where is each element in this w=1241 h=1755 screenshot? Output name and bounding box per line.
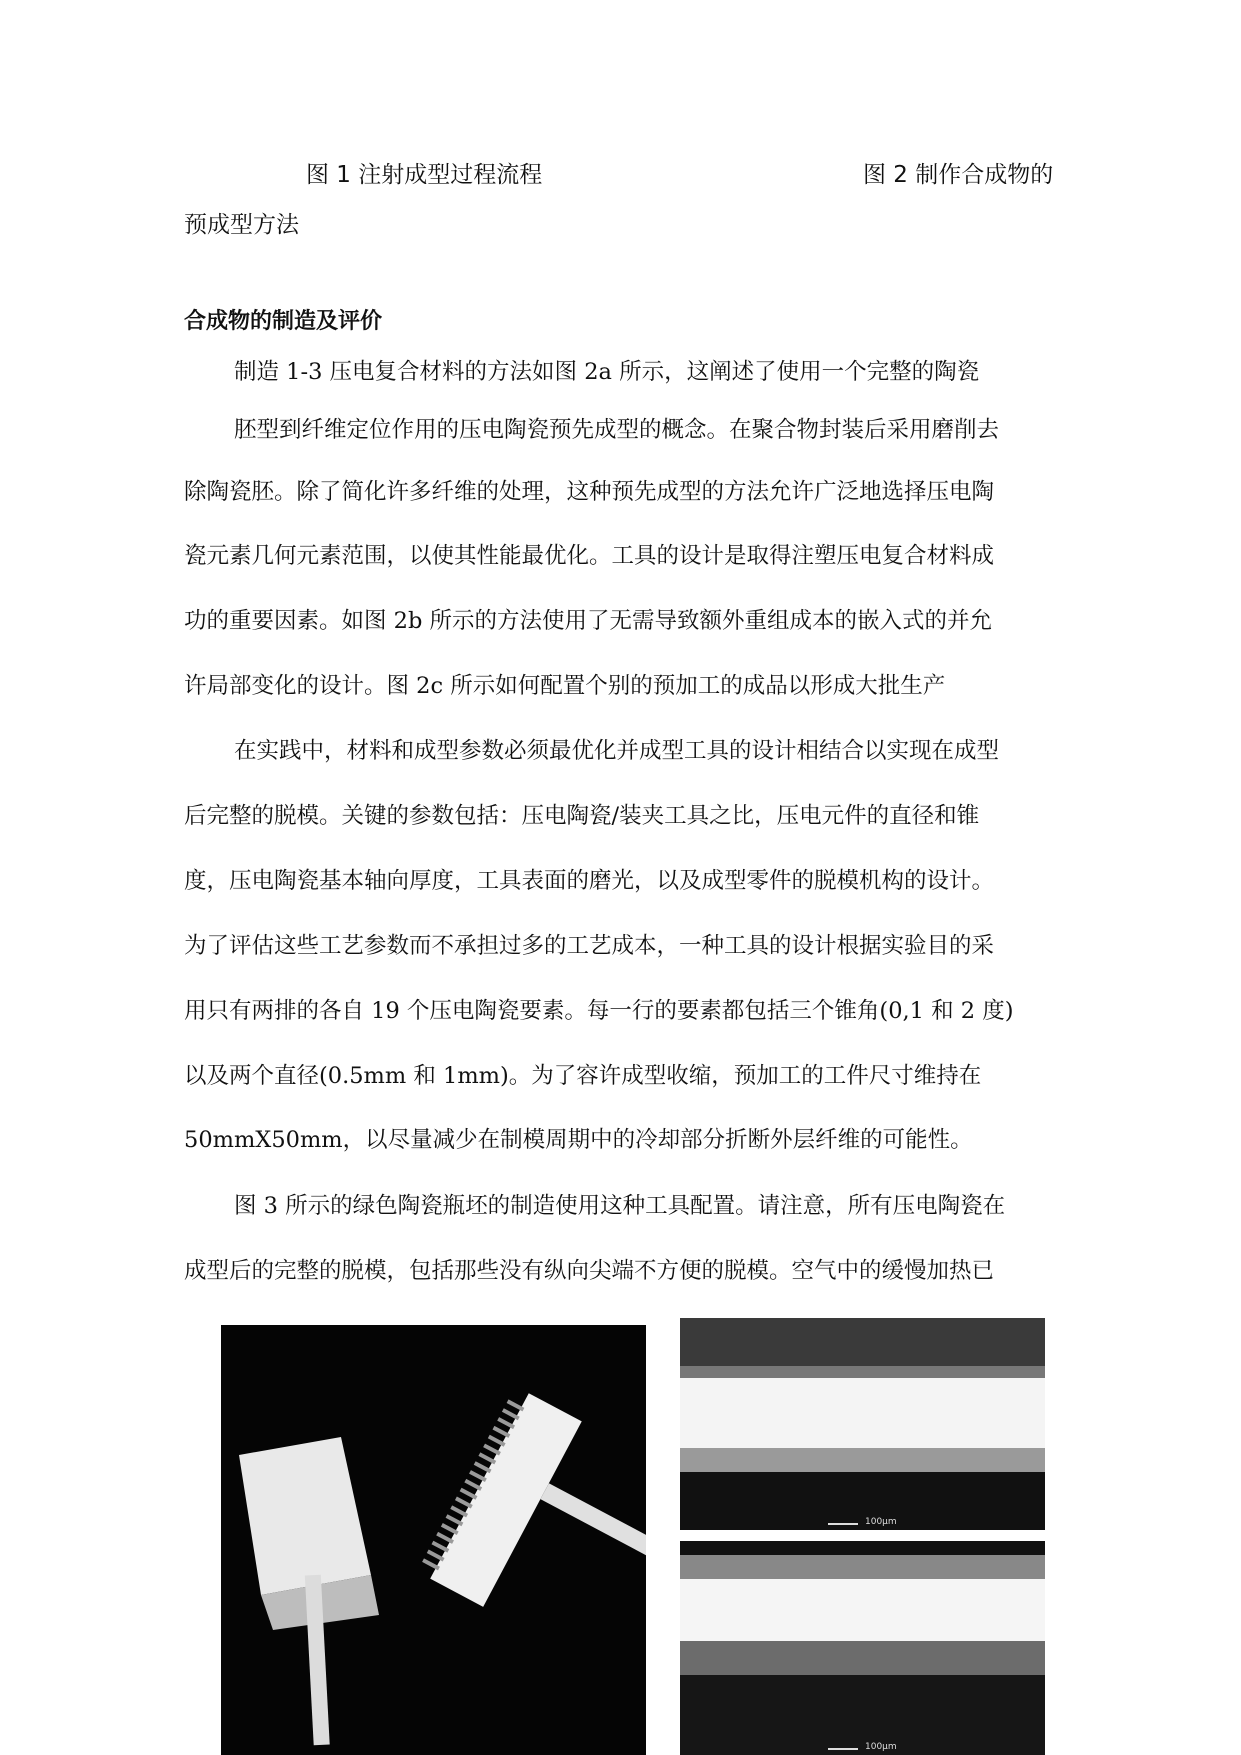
paragraph-line: 在实践中，材料和成型参数必须最优化并成型工具的设计相结合以实现在成型 <box>234 738 1000 764</box>
paragraph-line: 50mmX50mm，以尽量减少在制模周期中的冷却部分折断外层纤维的可能性。 <box>184 1127 973 1153</box>
scale-bar-label: 100μm <box>865 1742 897 1752</box>
paragraph-line: 以及两个直径(0.5mm 和 1mm)。为了容许成型收缩，预加工的工件尺寸维持在 <box>184 1063 982 1089</box>
paragraph-line: 除陶瓷胚。除了简化许多纤维的处理，这种预先成型的方法允许广泛地选择压电陶 <box>184 479 995 505</box>
paragraph-line: 功的重要因素。如图 2b 所示的方法使用了无需导致额外重组成本的嵌入式的并允 <box>184 608 993 634</box>
figure-1-caption: 图 1 注射成型过程流程 <box>306 162 543 188</box>
paragraph-line: 瓷元素几何元素范围，以使其性能最优化。工具的设计是取得注塑压电复合材料成 <box>184 543 995 569</box>
paragraph-line: 成型后的完整的脱模，包括那些没有纵向尖端不方便的脱模。空气中的缓慢加热已 <box>184 1258 995 1284</box>
paragraph-line: 制造 1-3 压电复合材料的方法如图 2a 所示，这阐述了使用一个完整的陶瓷 <box>234 359 980 385</box>
paragraph-line: 图 3 所示的绿色陶瓷瓶坯的制造使用这种工具配置。请注意，所有压电陶瓷在 <box>234 1193 1006 1219</box>
paragraph-line: 度，压电陶瓷基本轴向厚度，工具表面的磨光，以及成型零件的脱模机构的设计。 <box>184 868 995 894</box>
green-ceramic-preform-photo <box>221 1325 646 1755</box>
paragraph-line: 胚型到纤维定位作用的压电陶瓷预先成型的概念。在聚合物封装后采用磨削去 <box>234 417 1000 443</box>
figure-2-caption: 图 2 制作合成物的 <box>863 162 1054 188</box>
micrograph-bottom <box>680 1541 1045 1755</box>
paragraph-line: 用只有两排的各自 19 个压电陶瓷要素。每一行的要素都包括三个锥角(0,1 和 2 度) <box>184 998 1014 1024</box>
paragraph-line: 为了评估这些工艺参数而不承担过多的工艺成本，一种工具的设计根据实验目的采 <box>184 933 995 959</box>
section-heading: 合成物的制造及评价 <box>184 309 383 334</box>
micrograph-top <box>680 1318 1045 1530</box>
scale-bar-label: 100μm <box>865 1517 897 1527</box>
figure-2-caption-continued: 预成型方法 <box>184 212 299 238</box>
paragraph-line: 许局部变化的设计。图 2c 所示如何配置个别的预加工的成品以形成大批生产 <box>184 673 946 699</box>
paragraph-line: 后完整的脱模。关键的参数包括：压电陶瓷/装夹工具之比，压电元件的直径和锥 <box>184 803 980 829</box>
